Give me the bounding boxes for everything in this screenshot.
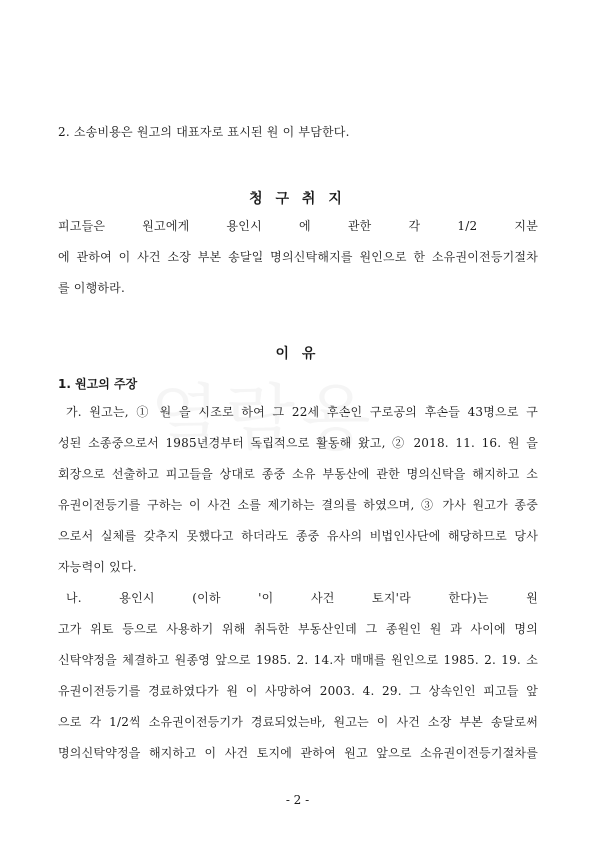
paragraph-ga-line: 으로서 실체를 갖추지 못했다고 하더라도 종중 유사의 비법인사단에 해당하므로 당사 bbox=[58, 529, 538, 543]
paragraph-ga-line: 유권이전등기를 구하는 이 사건 소를 제기하는 결의를 하였으며, ③ 가사 원고가 종중 bbox=[58, 498, 538, 512]
reasons-heading: 이 유 bbox=[275, 346, 320, 362]
cost-paragraph: 2. 소송비용은 원고의 대표자로 표시된 원 이 부담한다. bbox=[58, 125, 350, 139]
claim-line: 를 이행하라. bbox=[58, 281, 125, 295]
paragraph-ga-line: 회장으로 선출하고 피고들을 상대로 종중 소유 부동산에 관한 명의신탁을 해지하고 소 bbox=[58, 467, 538, 481]
claim-line: 피고들은 원고에게 용인시 에 관한 각 1/2 지분 bbox=[58, 219, 538, 233]
paragraph-na-line: 명의신탁약정을 해지하고 이 사건 토지에 관하여 원고 앞으로 소유권이전등기절차를 bbox=[58, 746, 538, 760]
paragraph-ga-line: 가. 원고는, ① 원 을 시조로 하여 그 22세 후손인 구로공의 후손들 43명으로 구 bbox=[66, 405, 538, 419]
paragraph-ga-line: 자능력이 있다. bbox=[58, 560, 137, 574]
paragraph-na-line: 신탁약정을 체결하고 원종영 앞으로 1985. 2. 14.자 매매를 원인으로 1985. 2. 19. 소 bbox=[58, 653, 538, 667]
paragraph-na-line: 유권이전등기를 경료하였다가 원 이 사망하여 2003. 4. 29. 그 상속인인 피고들 앞 bbox=[58, 684, 538, 698]
section-title: 1. 원고의 주장 bbox=[58, 377, 138, 391]
page-number: - 2 - bbox=[285, 793, 310, 807]
claim-line: 에 관하여 이 사건 소장 부본 송달일 명의신탁해지를 원인으로 한 소유권이전등기절차 bbox=[58, 250, 538, 264]
paragraph-ga-line: 성된 소종중으로서 1985년경부터 독립적으로 활동해 왔고, ② 2018. 11. 16. 원 을 bbox=[58, 436, 538, 450]
claim-heading: 청 구 취 지 bbox=[249, 191, 346, 207]
paragraph-na-line: 고가 위토 등으로 사용하기 위해 취득한 부동산인데 그 종원인 원 과 사이에 명의 bbox=[58, 622, 538, 636]
paragraph-na-line: 나. 용인시 (이하 '이 사건 토지'라 한다)는 원 bbox=[66, 591, 538, 605]
paragraph-na-line: 으로 각 1/2씩 소유권이전등기가 경료되었는바, 원고는 이 사건 소장 부본 송달로써 bbox=[58, 715, 538, 729]
